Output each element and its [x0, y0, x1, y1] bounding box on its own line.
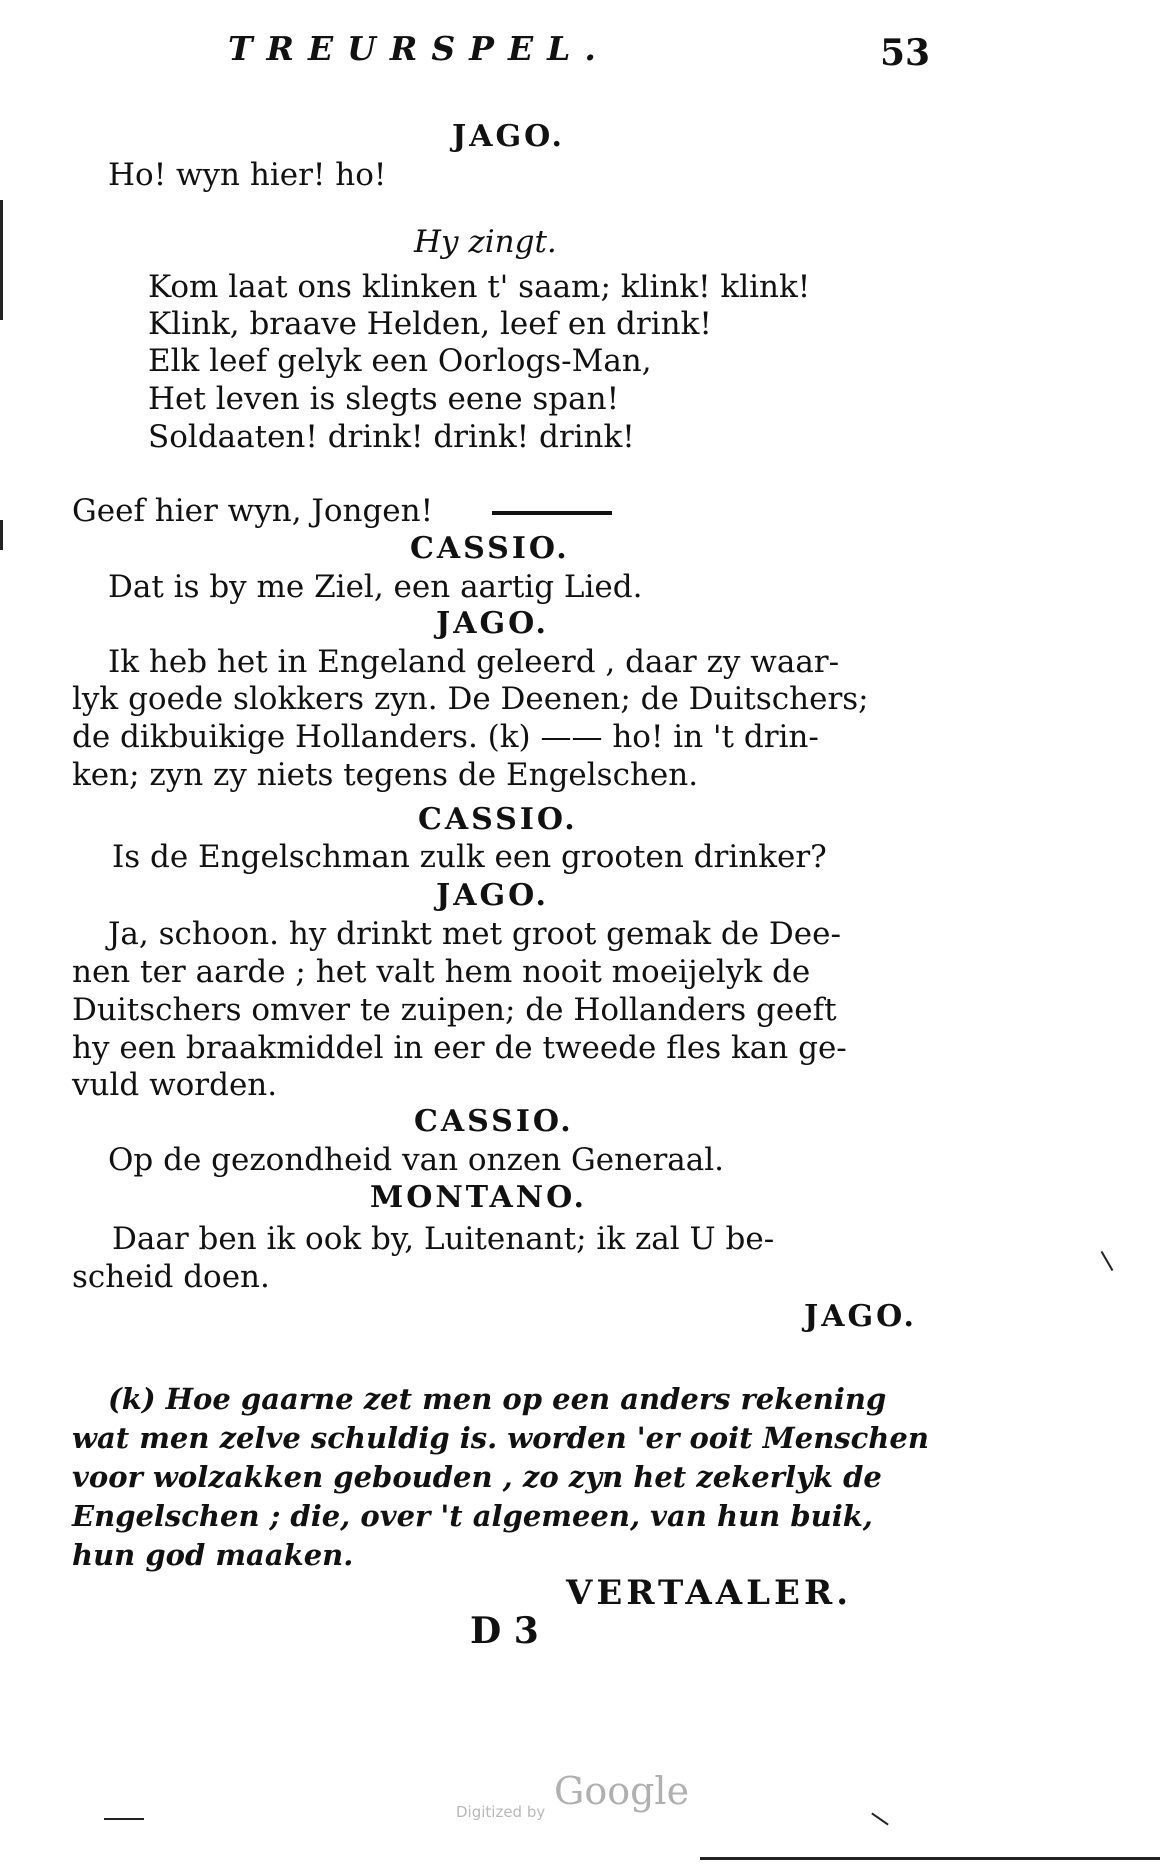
page-number: 53 — [880, 32, 931, 74]
speaker-jago: JAGO. — [452, 119, 565, 154]
scan-speck — [104, 1818, 144, 1820]
scan-edge-mark — [0, 200, 3, 320]
footnote-line: voor wolzakken gebouden , zo zyn het zekerlyk de — [72, 1460, 882, 1494]
dialogue-line: Duitschers omver te zuipen; de Hollanders geeft — [72, 992, 837, 1028]
signature-mark: D 3 — [470, 1610, 539, 1652]
scan-speck — [871, 1812, 889, 1825]
google-logo: Google — [554, 1769, 690, 1813]
dialogue-line: hy een braakmiddel in eer de tweede fles kan ge- — [72, 1030, 847, 1066]
dialogue-line: nen ter aarde ; het valt hem nooit moeijelyk de — [72, 954, 811, 990]
dialogue-line: de dikbuikige Hollanders. (k) —— ho! in 't drin- — [72, 719, 819, 755]
dialogue-line: Ho! wyn hier! ho! — [108, 157, 387, 193]
footnote-line: (k) Hoe gaarne zet men op een anders rekening — [108, 1382, 887, 1416]
dialogue-line: Is de Engelschman zulk een grooten drinker? — [112, 839, 827, 875]
speaker-cassio: CASSIO. — [418, 802, 578, 837]
speaker-montano: MONTANO. — [370, 1180, 587, 1215]
scan-edge-mark — [700, 1857, 1160, 1860]
dialogue-line: Op de gezondheid van onzen Generaal. — [108, 1142, 724, 1178]
scan-speck — [1101, 1251, 1114, 1271]
scan-edge-mark — [0, 520, 3, 550]
translator-signature: VERTAALER. — [566, 1573, 853, 1613]
speaker-cassio: CASSIO. — [410, 531, 570, 566]
dialogue-line: lyk goede slokkers zyn. De Deenen; de Duitschers; — [72, 681, 869, 717]
catchword: JAGO. — [804, 1299, 917, 1334]
speaker-jago: JAGO. — [436, 878, 549, 913]
footnote-line: Engelschen ; die, over 't algemeen, van hun buik, — [72, 1499, 873, 1533]
dialogue-line: Geef hier wyn, Jongen! — [72, 493, 434, 529]
speaker-jago: JAGO. — [436, 606, 549, 641]
dialogue-line: Dat is by me Ziel, een aartig Lied. — [108, 569, 643, 605]
dialogue-line: scheid doen. — [72, 1259, 270, 1295]
stage-direction: Hy zingt. — [414, 224, 557, 260]
dialogue-line: ken; zyn zy niets tegens de Engelschen. — [72, 757, 699, 793]
footnote-line: hun god maaken. — [72, 1538, 354, 1572]
song-line: Soldaaten! drink! drink! drink! — [148, 419, 635, 455]
dialogue-line: vuld worden. — [72, 1067, 278, 1103]
song-line: Kom laat ons klinken t' saam; klink! klink! — [148, 269, 811, 305]
footnote-line: wat men zelve schuldig is. worden 'er ooit Menschen — [72, 1421, 929, 1455]
dialogue-line: Ik heb het in Engeland geleerd , daar zy waar- — [108, 644, 840, 680]
song-line: Elk leef gelyk een Oorlogs-Man, — [148, 343, 652, 379]
song-line: Het leven is slegts eene span! — [148, 381, 620, 417]
dialogue-line: Daar ben ik ook by, Luitenant; ik zal U be- — [112, 1221, 775, 1257]
speaker-cassio: CASSIO. — [414, 1104, 574, 1139]
song-line: Klink, braave Helden, leef en drink! — [148, 306, 712, 342]
digitized-by-label: Digitized by — [456, 1803, 546, 1821]
dialogue-line: Ja, schoon. hy drinkt met groot gemak de Dee- — [108, 916, 841, 952]
running-title: TREURSPEL. — [228, 29, 610, 68]
dash-rule — [492, 511, 612, 515]
